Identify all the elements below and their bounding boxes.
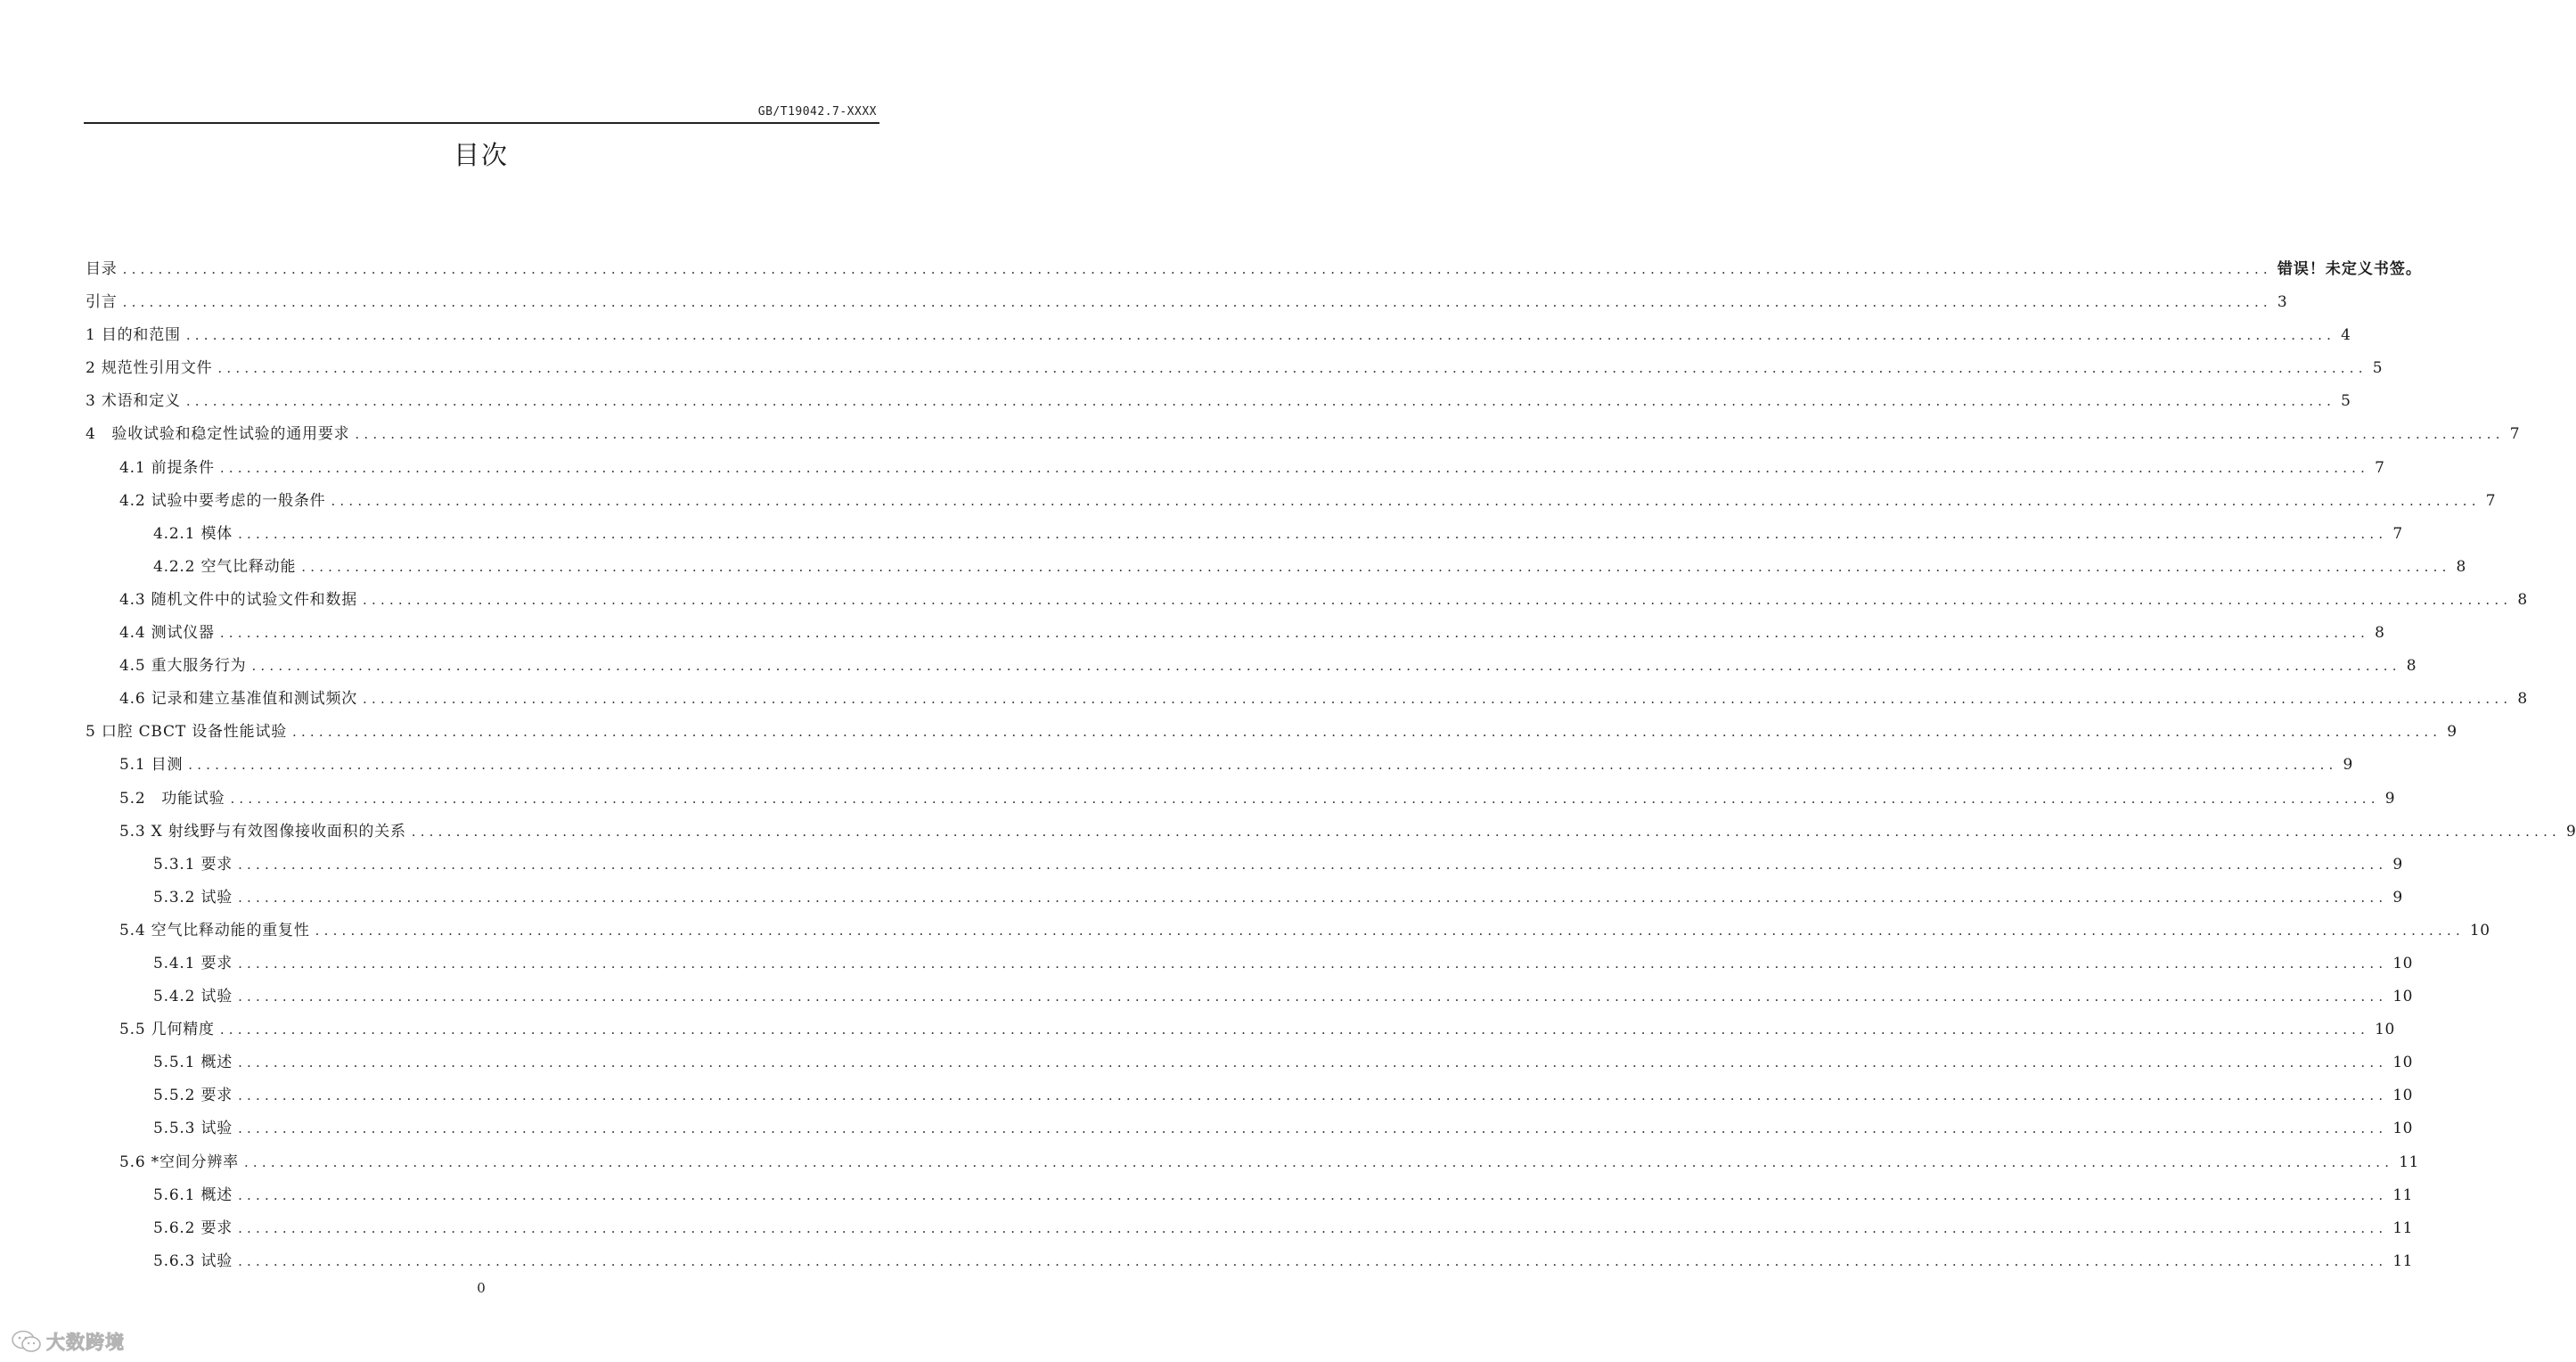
- toc-entry-page: 7: [2392, 524, 2403, 543]
- toc-dot-leader: ..................................................................................................................................................................................................................................................: [122, 261, 2272, 277]
- toc-entry-label: 4.2 试验中要考虑的一般条件: [119, 491, 326, 510]
- toc-dot-leader: ..................................................................................................................................................................................................................................................: [238, 955, 2388, 972]
- toc-entry[interactable]: [86, 882, 2403, 915]
- toc-entry[interactable]: [86, 1112, 2413, 1145]
- toc-dot-leader: ..................................................................................................................................................................................................................................................: [238, 989, 2388, 1005]
- toc-entry-page: 11: [2392, 1218, 2413, 1237]
- toc-entry-page: 10: [2392, 988, 2413, 1006]
- toc-entry-page: 11: [2392, 1251, 2413, 1270]
- toc-entry-label: 5.6.1 概述: [153, 1186, 233, 1204]
- toc-dot-leader: ..................................................................................................................................................................................................................................................: [238, 1219, 2388, 1236]
- toc-entry-label: 3 术语和定义: [86, 392, 181, 411]
- toc-entry[interactable]: [86, 617, 2385, 650]
- toc-dot-leader: ..................................................................................................................................................................................................................................................: [238, 1252, 2388, 1269]
- toc-entry-label: 4.3 随机文件中的试验文件和数据: [119, 590, 358, 609]
- toc-entry-page: 8: [2456, 557, 2466, 576]
- toc-entry-label: 目录: [86, 260, 118, 278]
- toc-dot-leader: ..................................................................................................................................................................................................................................................: [238, 889, 2388, 906]
- toc-entry-page: 7: [2485, 491, 2497, 510]
- toc-dot-leader: ..................................................................................................................................................................................................................................................: [185, 327, 2336, 344]
- toc-entry-page: 9: [2447, 723, 2457, 742]
- toc-entry-label: 5.5 几何精度: [119, 1021, 215, 1039]
- toc-dot-leader: ..................................................................................................................................................................................................................................................: [411, 823, 2562, 840]
- toc-entry[interactable]: [86, 452, 2385, 485]
- toc-dot-leader: ..................................................................................................................................................................................................................................................: [238, 1186, 2388, 1203]
- toc-entry[interactable]: [86, 683, 2528, 716]
- toc-entry[interactable]: [86, 485, 2497, 518]
- toc-dot-leader: ..................................................................................................................................................................................................................................................: [355, 426, 2505, 443]
- toc-entry-label: 5.3 X 射线野与有效图像接收面积的关系: [119, 822, 406, 841]
- toc-entry-label: 4 验收试验和稳定性试验的通用要求: [86, 425, 350, 444]
- toc-entry[interactable]: [86, 385, 2351, 418]
- toc-entry[interactable]: [86, 551, 2466, 584]
- toc-entry[interactable]: [86, 1079, 2413, 1112]
- toc-entry-page: 3: [2277, 293, 2288, 312]
- toc-entry-page: 10: [2392, 1054, 2413, 1072]
- toc-dot-leader: ..................................................................................................................................................................................................................................................: [243, 1153, 2394, 1170]
- toc-dot-leader: ..................................................................................................................................................................................................................................................: [238, 525, 2388, 542]
- toc-entry-page: 9: [2384, 789, 2396, 808]
- toc-entry[interactable]: [86, 584, 2528, 617]
- toc-dot-leader: ..................................................................................................................................................................................................................................................: [238, 856, 2388, 873]
- toc-dot-leader: ..................................................................................................................................................................................................................................................: [122, 294, 2272, 311]
- toc-entry[interactable]: [86, 948, 2413, 980]
- toc-entry[interactable]: [86, 650, 2417, 683]
- toc-entry-label: 4.5 重大服务行为: [119, 657, 247, 676]
- toc-entry[interactable]: [86, 1146, 2419, 1179]
- toc-entry-page: 8: [2406, 657, 2417, 676]
- toc-entry[interactable]: [86, 286, 2288, 319]
- toc-entry-label: 5.6.3 试验: [153, 1251, 233, 1270]
- toc-entry[interactable]: [86, 253, 2422, 286]
- toc-dot-leader: ..................................................................................................................................................................................................................................................: [331, 492, 2481, 509]
- toc-entry-label: 5.4.2 试验: [153, 988, 233, 1006]
- toc-entry[interactable]: [86, 816, 2576, 849]
- toc-entry[interactable]: [86, 915, 2490, 948]
- toc-entry-label: 5.5.2 要求: [153, 1087, 233, 1105]
- page-title: 目次: [453, 140, 509, 170]
- page-number: 0: [477, 1280, 486, 1296]
- toc-entry[interactable]: [86, 1245, 2413, 1278]
- toc-entry-label: 4.6 记录和建立基准值和测试频次: [119, 690, 358, 709]
- toc-dot-leader: ..................................................................................................................................................................................................................................................: [238, 1054, 2388, 1071]
- toc-entry-label: 4.4 测试仪器: [119, 624, 215, 643]
- toc-entry[interactable]: [86, 716, 2457, 749]
- toc-entry-page: 8: [2517, 690, 2528, 709]
- toc-entry-label: 5.2 功能试验: [119, 789, 225, 808]
- toc-entry-label: 1 目的和范围: [86, 326, 181, 345]
- toc-entry-label: 4.2.1 模体: [153, 524, 233, 543]
- toc-entry-page: 8: [2517, 590, 2528, 609]
- toc-dot-leader: ..................................................................................................................................................................................................................................................: [363, 691, 2513, 708]
- toc-entry[interactable]: [86, 1046, 2413, 1079]
- toc-entry-page: 9: [2343, 756, 2353, 775]
- toc-dot-leader: ..................................................................................................................................................................................................................................................: [363, 591, 2513, 608]
- toc-entry[interactable]: [86, 319, 2351, 352]
- toc-entry-page: 7: [2509, 425, 2521, 444]
- toc-dot-leader: ..................................................................................................................................................................................................................................................: [217, 360, 2367, 377]
- toc-dot-leader: ..................................................................................................................................................................................................................................................: [230, 790, 2380, 807]
- toc-dot-leader: ..................................................................................................................................................................................................................................................: [292, 724, 2442, 741]
- toc-entry-label: 5.5.1 概述: [153, 1054, 233, 1072]
- toc-entry-label: 4.1 前提条件: [119, 458, 215, 477]
- watermark-text: 大数跨境: [46, 1332, 125, 1353]
- standard-code: GB/T19042.7-XXXX: [757, 105, 877, 119]
- toc-entry[interactable]: [86, 849, 2403, 882]
- toc-dot-leader: ..................................................................................................................................................................................................................................................: [238, 1120, 2388, 1137]
- toc-entry-page: 9: [2392, 888, 2403, 907]
- wechat-logo-icon: [11, 1330, 43, 1353]
- toc-dot-leader: ..................................................................................................................................................................................................................................................: [251, 658, 2401, 675]
- watermark: [11, 1328, 125, 1355]
- toc-dot-leader: ..................................................................................................................................................................................................................................................: [301, 558, 2451, 575]
- toc-entry-page: 10: [2392, 1087, 2413, 1105]
- toc-entry-label: 5.1 目测: [119, 756, 184, 775]
- table-of-contents: [86, 253, 2576, 1278]
- toc-entry-label: 5.6 *空间分辨率: [119, 1153, 239, 1171]
- toc-entry[interactable]: [86, 1179, 2413, 1212]
- toc-entry[interactable]: [86, 418, 2521, 451]
- toc-dot-leader: ..................................................................................................................................................................................................................................................: [219, 625, 2370, 642]
- toc-entry-page: 8: [2375, 624, 2385, 643]
- toc-entry[interactable]: [86, 518, 2403, 551]
- toc-entry[interactable]: [86, 1212, 2413, 1245]
- toc-entry[interactable]: [86, 352, 2384, 385]
- toc-entry-page: 11: [2399, 1153, 2419, 1171]
- toc-entry-label: 5 口腔 CBCT 设备性能试验: [86, 723, 287, 742]
- toc-entry[interactable]: [86, 980, 2413, 1013]
- toc-entry-page: 10: [2375, 1021, 2395, 1039]
- toc-entry-label: 5.4.1 要求: [153, 954, 233, 972]
- toc-dot-leader: ..................................................................................................................................................................................................................................................: [315, 922, 2465, 939]
- toc-entry-page: 10: [2392, 954, 2413, 972]
- toc-entry-page: 9: [2566, 822, 2576, 841]
- toc-entry-page: 10: [2392, 1120, 2413, 1138]
- toc-dot-leader: ..................................................................................................................................................................................................................................................: [219, 459, 2370, 476]
- toc-entry-page: 7: [2375, 458, 2385, 477]
- toc-entry-label: 5.4 空气比释动能的重复性: [119, 921, 310, 939]
- toc-dot-leader: ..................................................................................................................................................................................................................................................: [185, 393, 2336, 410]
- toc-entry-page: 错误！未定义书签。: [2277, 260, 2422, 278]
- toc-entry-label: 2 规范性引用文件: [86, 359, 213, 378]
- toc-entry-page: 10: [2469, 921, 2490, 939]
- toc-entry-label: 5.5.3 试验: [153, 1120, 233, 1138]
- toc-entry-label: 引言: [86, 293, 118, 312]
- toc-entry-label: 5.3.2 试验: [153, 888, 233, 907]
- toc-dot-leader: ..................................................................................................................................................................................................................................................: [238, 1087, 2388, 1104]
- toc-entry-page: 11: [2392, 1186, 2413, 1204]
- toc-entry[interactable]: [86, 1013, 2395, 1046]
- toc-entry-page: 9: [2392, 855, 2403, 874]
- toc-entry-page: 5: [2372, 359, 2384, 378]
- toc-dot-leader: ..................................................................................................................................................................................................................................................: [188, 757, 2338, 774]
- toc-entry-label: 4.2.2 空气比释动能: [153, 557, 297, 576]
- toc-entry-page: 5: [2341, 392, 2351, 411]
- toc-entry-label: 5.3.1 要求: [153, 855, 233, 874]
- header-rule: [84, 122, 879, 124]
- toc-dot-leader: ..................................................................................................................................................................................................................................................: [219, 1022, 2370, 1038]
- toc-entry[interactable]: [86, 783, 2396, 816]
- toc-entry-page: 4: [2341, 326, 2351, 345]
- toc-entry[interactable]: [86, 749, 2353, 782]
- toc-entry-label: 5.6.2 要求: [153, 1218, 233, 1237]
